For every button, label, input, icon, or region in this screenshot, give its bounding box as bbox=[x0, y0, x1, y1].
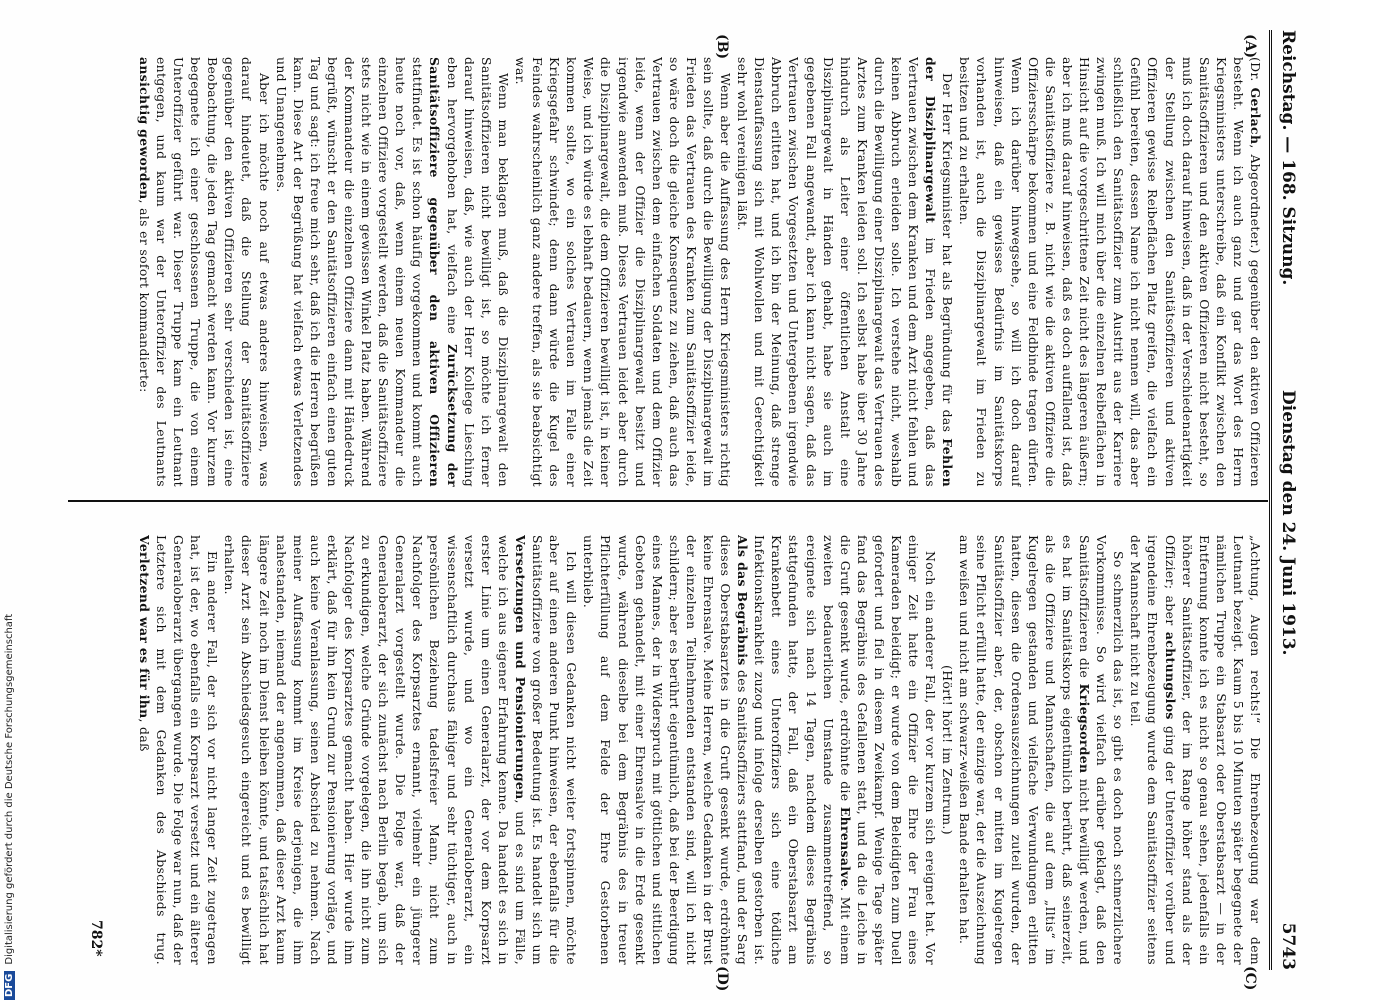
emphasis: Als das Begräbnis bbox=[735, 535, 751, 666]
dfg-logo: DFG bbox=[4, 971, 15, 1000]
paragraph-text: Wenn man beklagen muß, daß die Disziplinargewalt den Sanitätsoffizieren nicht bewilligt ist, so möchte ich ferner darauf hinweisen, daß, wie auch der Herr Kollege Liesching eben hervorgehoben hat, vielfach eine bbox=[444, 57, 511, 487]
paragraph-text: „Achtung, Augen rechts!“ Die Ehrenbezeugung war dem Leutnant bezeigt. Kaum 5 bis 10 Minuten später begegnete der nämlichen Truppe ein Stabsarzt oder Oberstabsarzt — in der Entfernung konnte ich es nicht so genau sehen, jedenfalls ein höherer Sanitätsoffizier, der im Range höher stand als der Offizier; aber bbox=[1162, 535, 1263, 965]
paragraph-text: Noch ein anderer Fall, der vor kurzem sich ereignet hat. Vor einiger Zeit hatte ein Offizier die Ehre der Frau eines Kameraden beleidigt; er wurde von dem Beleidigten zum Duell gefordert und fiel in diesem Zweikampf. Wenige Tage später fand das Begräbnis des Gefallenen statt, und da die Leiche in die Gruft gesenkt wurde, erdröhnte die bbox=[837, 535, 939, 965]
speaker-name: Gerlach bbox=[1248, 87, 1263, 145]
paragraph-text: So schmerzlich das ist, so gibt es doch noch schmerzlichere Vorkommnisse. So wird vielfach darüber geklagt, daß den Sanitätsoffizieren die bbox=[1077, 535, 1127, 965]
paragraph-text: nicht bewilligt werden, und es hat im Sanitätskorps eigentümlich berührt, daß seinerzeit, als die Offiziere und Mannschaften, die auf dem „Iltis“ im Kugelregen gestanden und vielfache Verwundungen erlitten hatten, diesen die Ordensauszeichnungen zuteil wurden, der Sanitätsoffizier aber, der, obschon er mitten im Kugelregen seine Pflicht erfüllt hatte, der einzige war, der die Auszeichnung am weißen und nicht am schwarz-weißen Bande erhalten hat. bbox=[957, 535, 1093, 965]
emphasis: Kriegsorden bbox=[1077, 683, 1093, 774]
speaker-prefix: (Dr. bbox=[1248, 57, 1263, 88]
paragraph-text: ging der Unteroffizier vorüber und irgendeine Ehrenbezeugung wurde dem Sanitätsoffizier seitens der Mannschaft nicht zu teil. bbox=[1128, 535, 1178, 965]
paragraph bbox=[1127, 535, 1264, 965]
left-column bbox=[64, 57, 1264, 487]
paragraph-text: Ein anderer Fall, der sich vor nicht langer Zeit zugetragen hat, ist der, wo ebenfalls ein Korpsarzt versetzt und ein älterer Generaloberarzt übergangen wurde. Die Folge war nun, daß der Letztere sich mit dem Gedanken des Abschieds trug. bbox=[154, 535, 221, 965]
paragraph-text: Ich will diesen Gedanken nicht weiter fortspinnen, möchte aber auf einen anderen Punkt hinweisen, der ebenfalls für die Sanitätsoffiziere von großer Bedeutung ist. Es handelt sich um bbox=[530, 535, 580, 965]
header-center-date: Dienstag den 24. Juni 1913. bbox=[1278, 390, 1298, 656]
emphasis: Ehrensalve bbox=[837, 806, 853, 888]
paragraph-text: Der Herr Kriegsminister hat als Begründung für das bbox=[940, 73, 956, 439]
emphasis: achtungslos bbox=[1162, 631, 1178, 720]
paragraph bbox=[734, 57, 956, 487]
interjection: (Hört! hört! im Zentrum.) bbox=[940, 665, 956, 835]
margin-marker-d: (D) bbox=[714, 966, 730, 992]
page-number: 5743 bbox=[1278, 922, 1298, 970]
header-left: Reichstag. — 168. Sitzung. bbox=[1278, 30, 1298, 286]
margin-marker-b: (B) bbox=[714, 34, 730, 60]
paragraph-text: , und es sind um Fälle, welche ich aus eigener Erfahrung kenne. Da handelt es sich in erster Linie um einen Generalarzt, der vor dem Korpsarzt versetzt wurde, und wo ein Generaloberarzt, ein wissenschaftlich durchaus fähiger und sehr tüchtiger, auch in persönlichen Beziehung tadelsfreier Mann, nicht zum Nachfolger des Korpsarztes ernannt, vielmehr ein jüngerer Generalarzt vorgestellt wurde. Die Folge war, daß der Generaloberarzt, der sich zunächst nach Berlin begab, um sich zu erkundigen, welche Gründe vorgelegen, die ihn nicht zum Nachfolger des Korpsarztes gemacht haben. Hier wurde ihm erklärt, daß für ihn kein Grund zur Pensionierung vorläge, und auch keine Veranlassung, seinen Abschied zu nehmen. Nach meiner Auffassung kommt im Kreise derjenigen, die ihm nahestanden, niemand der angenommen, daß dieser Arzt kaum längere Zeit noch im Dienst bleiben könnte, und tatsächlich hat dieser Arzt sein Abschiedsgesuch eingereicht und es bewilligt erhalten. bbox=[222, 535, 528, 965]
paragraph bbox=[956, 57, 1264, 487]
funding-note: Digitalisierung gefördert durch die Deutsche Forschungsgemeinschaft bbox=[4, 613, 15, 965]
paragraph bbox=[221, 535, 580, 965]
paragraph-text: , als er sofort kommandierte: bbox=[136, 199, 152, 393]
emphasis: Zurücksetzung der Sanitätsoffiziere gegenüber den aktiven Offizieren bbox=[427, 57, 460, 487]
paragraph-text: Aber ich möchte noch auf etwas anderes hinweisen, was darauf hindeutet, daß die Stellung der Sanitätsoffiziere gegenüber den aktiven Offizieren sehr verschieden ist, eine Beobachtung, die jeden Tag gemacht werden kann. Vor kurzem begegnete ich einer geschlossenen Truppe, die von einem Unteroffizier geführt war. Dieser Truppe kam ein Leutnant entgegen, und kaum war der Unteroffizier des Leutnants bbox=[154, 57, 272, 487]
paragraph-text: stattfindet. Es ist schon häufig vorgekommen und kommt auch heute noch vor, daß, wenn einem neuen Kommandeur die einzelnen Offiziere vorgestellt werden, daß die Sanitätsoffiziere stets nicht wie in einem gewissen Winkel Platz haben. Während der Kommandeur die einzelnen Offiziere dann mit Händedruck begrüßt, wünscht er den Sanitätsoffizieren einfach einen guten Tag und sagt: ich freue mich sehr, daß ich die Herren begrüßen kann. Diese Art der Begrüßung hat vielfach etwas Verletzendes und Unangenehmes. bbox=[273, 57, 426, 487]
emphasis: Versetzungen und Pensionierungen bbox=[512, 535, 528, 800]
paragraph bbox=[273, 57, 512, 487]
emphasis: Verletzend war es für ihn bbox=[136, 535, 152, 719]
column-divider bbox=[68, 500, 1268, 502]
paragraph-text: , Abgeordneter.) gegenüber den aktiven Offizieren besteht. Wenn ich auch ganz und gar das Wort des Herrn Kriegsministers unterschreibe, daß ein Konflikt zwischen den Sanitätsoffizieren und den aktiven Offizieren nicht besteht, so muß ich doch darauf hinweisen, daß in der Verschiedenartigkeit der Stellung zwischen den Sanitätsoffizieren und aktiven Offizieren gewisse Reibeflächen Platz greifen, die vielfach ein Gefühl bereiten, dessen Name ich nicht nennen will, das aber schließlich den Sanitätsoffizier zum Austritt aus der Karriere zwingen muß. Ich will mich über die einzelnen Reibeflächen in Hinsicht auf die vorgeschrittene Zeit nicht des längeren äußern; aber ich muß darauf hinweisen, daß es doch auffallend ist, daß die Sanitätsoffiziere z. B. nicht wie die aktiven Offiziere die Offiziersschärpe bekommen und eine Feldbinde tragen dürfen. Wenn ich darüber hinwegsehe, so will ich doch darauf hinweisen, daß ein gewisses Bedürfnis im Sanitätskorps vorhanden ist, auch die Disziplinargewalt im Frieden zu besitzen und zu erhalten. bbox=[957, 57, 1263, 487]
emphasis: Fehlen der Disziplinargewalt bbox=[923, 57, 956, 487]
paragraph-text: . Mit einem zweiten bedauerlichen Umstande zusammentreffend, so ereignete sich nach 14 Tagen, nachdem dieses Begräbnis stattgefunden hatte, der Fall, daß ein Oberstabsarzt am Krankenbett eines Unteroffiziers sich eine tödliche Infektionskrankheit zuzog und infolge derselben gestorben ist. bbox=[752, 535, 853, 965]
header-rule bbox=[1269, 30, 1272, 970]
emphasis: ansichtig geworden bbox=[136, 57, 152, 200]
paragraph bbox=[580, 535, 939, 965]
margin-marker-c: (C) bbox=[1242, 966, 1258, 991]
margin-marker-a: (A) bbox=[1242, 34, 1258, 59]
paragraph-text: , daß bbox=[136, 718, 152, 752]
paragraph-text: des Sanitätsoffiziers stattfand, und der Sarg dieses Oberstabsarztes in die Gruft gesenkt wurde, erdröhnte keine Ehrensalve. Meine Herren, welche Gedanken in der Brust der einzelnen Teilnehmenden entstanden sind, will ich nicht schildern; aber es berührt eigentümlich, daß bei der Beerdigung eines Mannes, der in Widerspruch mit göttlichen und sittlichen Geboten gehandelt, mit einer Ehrensalve in die Erde gesenkt wurde, während dieselbe bei dem Begräbnis des in treuer Pflichterfüllung auf dem Felde der Ehre Gestorbenen unterblieb. bbox=[581, 535, 751, 965]
paragraph bbox=[136, 57, 273, 487]
side-footer bbox=[4, 0, 20, 1000]
paragraph bbox=[956, 535, 1127, 965]
paragraph: Wenn aber die Auffassung des Herrn Kriegsministers richtig sein sollte, daß durch die Bewilligung der Disziplinargewalt im Frieden das Vertrauen des Kranken zum Sanitätsoffizier leide, so wäre doch die gleiche Konsequenz zu ziehen, daß auch das Vertrauen zwischen dem einfachen Soldaten und dem Offizier leide, wenn der Offizier die Disziplinargewalt besitzt und irgendwie anwenden muß. Dieses Vertrauen leidet aber durch die Disziplinargewalt, die dem Offizieren bewilligt ist, in keiner Weise, und ich würde es lebhaft bedauern, wenn jemals die Zeit kommen sollte, wo ein solches Vertrauen im Falle einer Kriegsgefahr schwindet; denn dann würde die Kugel des Feindes wahrscheinlich ganz andere treffen, als sie beabsichtigt war. bbox=[512, 57, 734, 487]
paragraph bbox=[136, 535, 221, 965]
paragraph-text: im Frieden angegeben, daß das Vertrauen zwischen dem Kranken und dem Arzt nicht fehlen und keinen Abbruch erleiden solle. Ich verstehe nicht, weshalb durch die Bewilligung einer Disziplinargewalt das Vertrauen des Arztes zum Kranken leiden soll. Ich selbst habe über 30 Jahre hindurch als Leiter einer öffentlichen Anstalt eine Disziplinargewalt in Händen gehabt, habe sie auch im gegebenen Fall angewandt, aber ich kann nicht sagen, daß das Vertrauen zwischen Vorgesetzten und Untergebenen irgendwie Abbruch erlitten hat, und ich bin der Meinung, daß strenge Dienstauffassung sich mit Wohlwollen und mit Gerechtigkeit sehr wohl vereinigen läßt. bbox=[735, 57, 939, 487]
right-column bbox=[64, 535, 1264, 965]
signature-number: 782* bbox=[88, 920, 104, 957]
page-header bbox=[1274, 30, 1302, 970]
